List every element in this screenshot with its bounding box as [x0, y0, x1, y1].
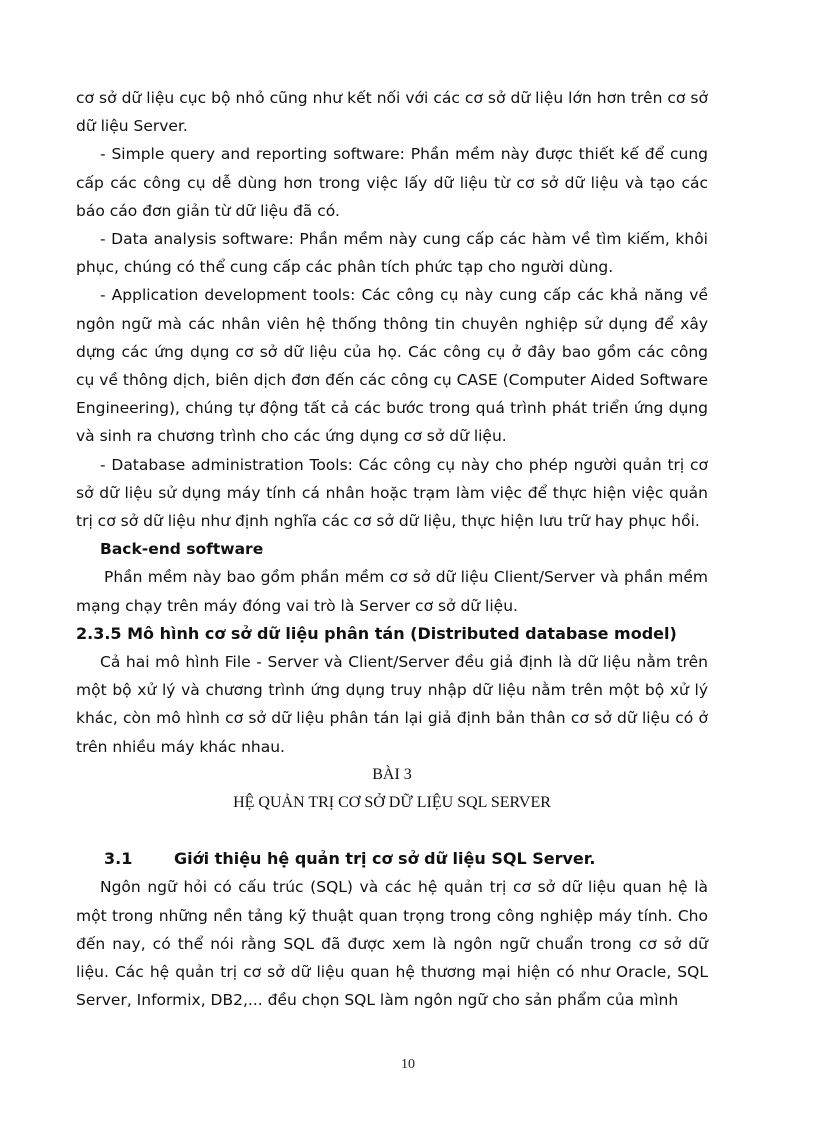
simple-query-paragraph: - Simple query and reporting software: Phần mềm này được thiết kế để cung cấp các công cụ dễ dùng hơn trong việc lấy dữ liệu từ cơ sở dữ liệu và tạo các báo cáo đơn giản từ dữ liệu đã có. — [76, 145, 708, 220]
section-3-1-number: 3.1 — [104, 849, 133, 869]
lesson-title: HỆ QUẢN TRỊ CƠ SỞ DỮ LIỆU SQL SERVER — [233, 794, 551, 812]
db-admin-tools-paragraph: - Database administration Tools: Các công cụ này cho phép người quản trị cơ sở dữ liệu sử dụng máy tính cá nhân hoặc trạm làm việc để thực hiện việc quản trị cơ sở dữ liệu như định nghĩa các cơ sở dữ liệu, thực hiện lưu trữ hay phục hồi. — [76, 455, 708, 531]
section-spacer — [76, 817, 708, 845]
intro-paragraph: cơ sở dữ liệu cục bộ nhỏ cũng như kết nối với các cơ sở dữ liệu lớn hơn trên cơ sở dữ liệu Server. — [76, 89, 708, 136]
backend-software-heading: Back-end software — [100, 540, 264, 559]
data-analysis-paragraph: - Data analysis software: Phần mềm này cung cấp các hàm về tìm kiếm, khôi phục, chúng có thể cung cấp các phân tích phức tạp cho người dùng. — [76, 230, 708, 277]
distributed-model-paragraph: Cả hai mô hình File - Server và Client/Server đều giả định là dữ liệu nằm trên một bộ xử lý và chương trình ứng dụng truy nhập dữ liệu nằm trên một bộ xử lý khác, còn mô hình cơ sở dữ liệu phân tán lại giả định bản thân cơ sở dữ liệu có ở trên nhiều máy khác nhau. — [76, 653, 708, 756]
backend-software-paragraph: Phần mềm này bao gồm phần mềm cơ sở dữ liệu Client/Server và phần mềm mạng chạy trên máy đóng vai trò là Server cơ sở dữ liệu. — [76, 568, 708, 615]
page-number: 10 — [401, 1057, 415, 1072]
section-2-3-5-heading: 2.3.5 Mô hình cơ sở dữ liệu phân tán (Distributed database model) — [76, 623, 677, 643]
section-3-1-heading — [76, 845, 708, 873]
section-3-1-title: Giới thiệu hệ quản trị cơ sở dữ liệu SQL Server. — [174, 849, 596, 869]
app-dev-tools-paragraph: - Application development tools: Các công cụ này cung cấp các khả năng về ngôn ngữ mà các nhân viên hệ thống thông tin chuyên nghiệp sử dụng để xây dựng các ứng dụng cơ sở dữ liệu của họ. Các công cụ ở đây bao gồm các công cụ về thông dịch, biên dịch đơn đến các công cụ CASE (Computer Aided Software Engineering), chúng tự động tất cả các bước trong quá trình phát triển ứng dụng và sinh ra chương trình cho các ứng dụng cơ sở dữ liệu. — [76, 286, 709, 446]
sql-intro-paragraph: Ngôn ngữ hỏi có cấu trúc (SQL) và các hệ quản trị cơ sở dữ liệu quan hệ là một trong những nền tảng kỹ thuật quan trọng trong công nghiệp máy tính. Cho đến nay, có thể nói rằng SQL đã được xem là ngôn ngữ chuẩn trong cơ sở dữ liệu. Các hệ quản trị cơ sở dữ liệu quan hệ thương mại hiện có như Oracle, SQL Server, Informix, DB2,... đều chọn SQL làm ngôn ngữ cho sản phẩm của mình — [76, 878, 708, 1010]
document-page — [76, 84, 708, 1015]
lesson-label: BÀI 3 — [372, 765, 412, 783]
